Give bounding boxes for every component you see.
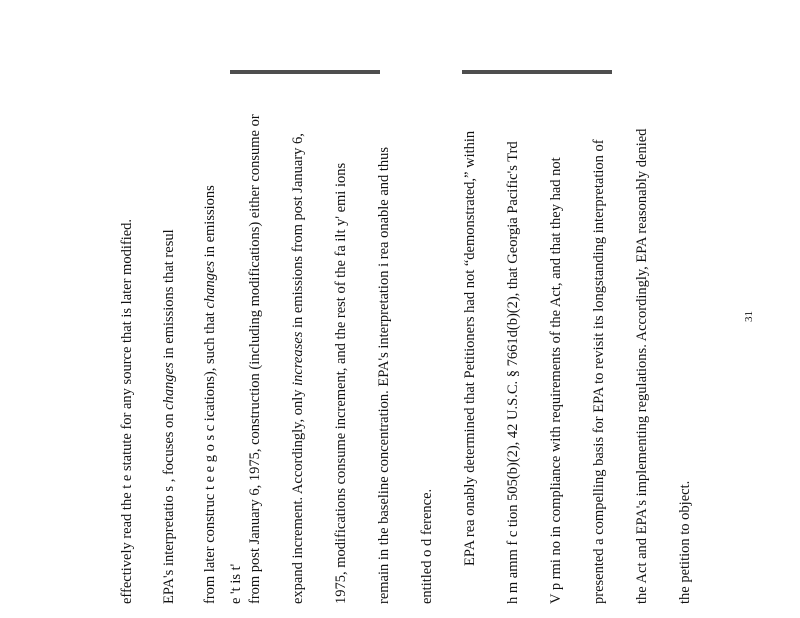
page-number: 31 — [743, 311, 755, 322]
text-line-10: EPA rea onably determined that Petitioners had not “demonstrated,” within — [462, 130, 478, 566]
text-line-1: effectively read the t e statute for any source that is later modified. — [119, 218, 135, 604]
text-line-15: the petition to object. — [677, 480, 693, 604]
text-line-9: entitled o d ference. — [419, 488, 435, 604]
text-line-12: V p rmi no in compliance with requirements of the Act, and that they had not — [548, 157, 564, 604]
text-line-6: expand increment. Accordingly, only increases in emissions from post January 6, — [290, 133, 306, 604]
text-line-11: h m amm f c tion 505(b)(2), 42 U.S.C. § 7661d(b)(2), that Georgia Pacific's Trd — [505, 141, 521, 604]
text-line-5: from post January 6, 1975, construction (including modifications) either consume or — [247, 114, 263, 604]
text-line-13: presented a compelling basis for EPA to revisit its longstanding interpretation of — [591, 139, 607, 604]
text-line-8: remain in the baseline concentration. EPA's interpretation i rea onable and thus — [376, 146, 392, 604]
text-line-3: from later construc t e e g o s c ications), such that changes in emissions — [202, 185, 218, 604]
header-mark-left — [230, 70, 380, 74]
text-line-2: EPA's interpretatio s , focuses on changes in emissions that resul — [161, 229, 177, 604]
text-line-14: the Act and EPA's implementing regulations. Accordingly, EPA reasonably denied — [634, 128, 650, 604]
header-mark-right — [462, 70, 612, 74]
text-line-4: e 't is t' — [228, 563, 244, 604]
text-line-7: 1975, modifications consume increment, and the rest of the fa ilt y' emi ions — [333, 162, 349, 604]
